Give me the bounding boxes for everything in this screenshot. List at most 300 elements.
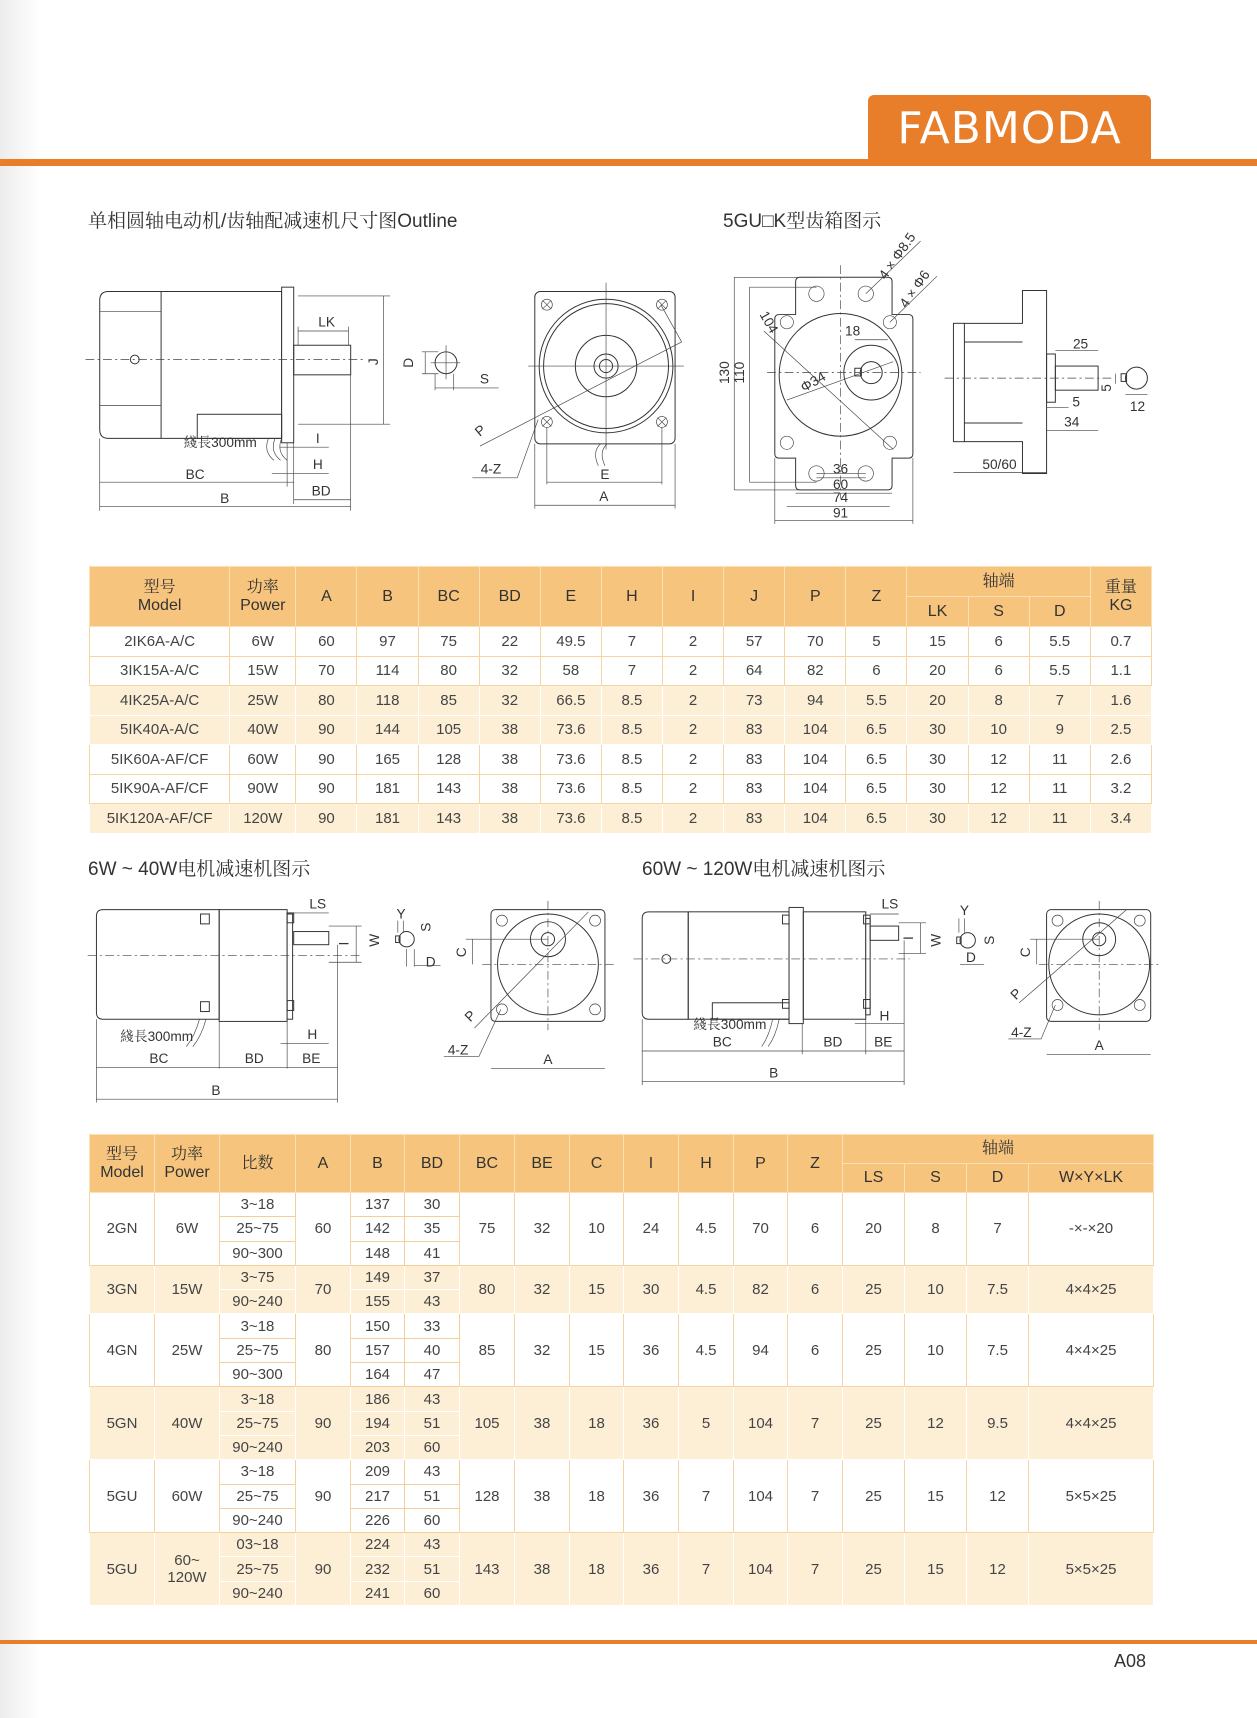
table-cell: 5.5 xyxy=(846,686,907,716)
d-cell: 12 xyxy=(967,1533,1029,1606)
be-cell: 32 xyxy=(515,1193,570,1266)
dim-bc-small: BC xyxy=(149,1051,169,1067)
ratio-cell: 3~18 xyxy=(220,1387,296,1411)
table-cell: 120W xyxy=(230,804,296,834)
dim-36: 36 xyxy=(832,461,849,477)
table-cell: 60W xyxy=(230,745,296,775)
table-cell: 73.6 xyxy=(540,745,601,775)
c-cell: 15 xyxy=(570,1314,624,1387)
dim-w-large: W xyxy=(928,933,944,947)
table-cell: 83 xyxy=(724,774,785,804)
dim-ls-small: LS xyxy=(309,896,327,912)
table-cell: 6 xyxy=(846,656,907,686)
dim-4z-small: 4-Z xyxy=(447,1042,469,1058)
table-cell: 40W xyxy=(230,715,296,745)
motor-spec-table xyxy=(89,566,1152,834)
label-holes-85: 4 × Φ8.5 xyxy=(875,230,919,283)
small-motor-front-view xyxy=(444,901,614,1069)
col-be: BE xyxy=(515,1135,570,1193)
z-cell: 7 xyxy=(788,1533,843,1606)
col-z: Z xyxy=(788,1135,843,1193)
bc-cell: 75 xyxy=(460,1193,515,1266)
a-cell: 70 xyxy=(296,1265,351,1314)
table-cell: 2 xyxy=(663,686,724,716)
table-cell: 25W xyxy=(230,686,296,716)
table-cell: 12 xyxy=(968,774,1029,804)
table-cell: 181 xyxy=(357,774,418,804)
c-cell: 18 xyxy=(570,1533,624,1606)
dim-i: I xyxy=(315,430,320,446)
table-cell: 2 xyxy=(663,715,724,745)
col-b: B xyxy=(351,1135,405,1193)
dim-4z: 4-Z xyxy=(480,461,502,477)
s-cell: 15 xyxy=(905,1533,967,1606)
model-cell: 4IK25A-A/C xyxy=(90,686,230,716)
bd-cell: 60 xyxy=(405,1508,460,1532)
b-cell: 149 xyxy=(351,1265,405,1289)
table-cell: 6.5 xyxy=(846,804,907,834)
table-cell: 1.6 xyxy=(1090,686,1151,716)
table-cell: 32 xyxy=(479,656,540,686)
table-cell: 2 xyxy=(663,774,724,804)
b-cell: 194 xyxy=(351,1411,405,1435)
h-cell: 4.5 xyxy=(679,1265,734,1314)
power-cell: 60~ 120W xyxy=(155,1533,220,1606)
b-cell: 186 xyxy=(351,1387,405,1411)
col-bd: BD xyxy=(479,567,540,627)
table-cell: 30 xyxy=(907,715,968,745)
dim-25: 25 xyxy=(1072,336,1089,352)
b-cell: 148 xyxy=(351,1241,405,1265)
dim-h-small: H xyxy=(307,1026,318,1042)
table-cell: 20 xyxy=(907,656,968,686)
dim-bd-large: BD xyxy=(823,1034,843,1050)
be-cell: 38 xyxy=(515,1533,570,1606)
p-cell: 82 xyxy=(734,1265,788,1314)
table-cell: 83 xyxy=(724,745,785,775)
s-cell: 12 xyxy=(905,1387,967,1460)
ratio-cell: 25~75 xyxy=(220,1217,296,1241)
ratio-cell: 25~75 xyxy=(220,1557,296,1581)
table-cell: 38 xyxy=(479,745,540,775)
ratio-cell: 03~18 xyxy=(220,1533,296,1557)
bd-cell: 51 xyxy=(405,1557,460,1581)
ls-cell: 25 xyxy=(843,1314,905,1387)
ratio-cell: 25~75 xyxy=(220,1411,296,1435)
ratio-cell: 25~75 xyxy=(220,1484,296,1508)
bd-cell: 51 xyxy=(405,1484,460,1508)
wylk-cell: 4×4×25 xyxy=(1029,1387,1154,1460)
footer-rule xyxy=(0,1640,1257,1644)
dim-b-large: B xyxy=(769,1065,779,1081)
z-cell: 6 xyxy=(788,1314,843,1387)
i-cell: 24 xyxy=(624,1193,679,1266)
table-cell: 5.5 xyxy=(1029,627,1090,657)
table-cell: 8.5 xyxy=(601,686,662,716)
b-cell: 203 xyxy=(351,1435,405,1459)
table-cell: 165 xyxy=(357,745,418,775)
be-cell: 38 xyxy=(515,1387,570,1460)
h-cell: 4.5 xyxy=(679,1314,734,1387)
table-cell: 20 xyxy=(907,686,968,716)
table-cell: 105 xyxy=(418,715,479,745)
b-cell: 155 xyxy=(351,1290,405,1314)
dim-bc-large: BC xyxy=(712,1034,732,1050)
s-cell: 15 xyxy=(905,1460,967,1533)
table-cell: 181 xyxy=(357,804,418,834)
brand-name: FABMODA xyxy=(897,102,1122,154)
lead-length-large: 綫長300mm xyxy=(693,1017,767,1033)
b-cell: 241 xyxy=(351,1581,405,1605)
bd-cell: 40 xyxy=(405,1338,460,1362)
s-cell: 10 xyxy=(905,1265,967,1314)
table-cell: 97 xyxy=(357,627,418,657)
table-cell: 73.6 xyxy=(540,804,601,834)
table-cell: 7 xyxy=(601,656,662,686)
gearmotor-spec-body xyxy=(90,1193,1154,1606)
ls-cell: 20 xyxy=(843,1193,905,1266)
table-cell: 80 xyxy=(418,656,479,686)
ratio-cell: 3~75 xyxy=(220,1265,296,1289)
z-cell: 7 xyxy=(788,1460,843,1533)
col-ratio: 比数 xyxy=(220,1135,296,1193)
d-cell: 12 xyxy=(967,1460,1029,1533)
table-cell: 6W xyxy=(230,627,296,657)
col-bc: BC xyxy=(418,567,479,627)
ratio-cell: 90~240 xyxy=(220,1508,296,1532)
dim-i-small: I xyxy=(336,941,352,946)
dim-lk: LK xyxy=(318,314,335,330)
table-row xyxy=(90,1387,1154,1411)
h-cell: 7 xyxy=(679,1533,734,1606)
p-cell: 104 xyxy=(734,1533,788,1606)
ratio-cell: 90~240 xyxy=(220,1581,296,1605)
table-row xyxy=(90,1314,1154,1338)
col-d: D xyxy=(967,1164,1029,1193)
table-cell: 9 xyxy=(1029,715,1090,745)
table-row xyxy=(90,686,1152,716)
p-cell: 70 xyxy=(734,1193,788,1266)
dim-y-large: Y xyxy=(959,903,969,919)
dim-50-60: 50/60 xyxy=(982,457,1017,473)
gearbox-front-view xyxy=(717,230,937,524)
h-cell: 4.5 xyxy=(679,1193,734,1266)
table-cell: 144 xyxy=(357,715,418,745)
model-cell: 2GN xyxy=(90,1193,155,1266)
dim-c-small: C xyxy=(453,947,469,958)
table-cell: 83 xyxy=(724,804,785,834)
a-cell: 90 xyxy=(296,1387,351,1460)
bd-cell: 41 xyxy=(405,1241,460,1265)
table-cell: 90 xyxy=(296,715,357,745)
p-cell: 104 xyxy=(734,1460,788,1533)
small-motor-shaft-end xyxy=(367,906,440,969)
dim-5-key: 5 xyxy=(1099,384,1115,392)
table-cell: 58 xyxy=(540,656,601,686)
dim-p: P xyxy=(472,421,489,440)
bc-cell: 85 xyxy=(460,1314,515,1387)
col-s: S xyxy=(968,597,1029,627)
table-row xyxy=(90,1533,1154,1557)
table-cell: 30 xyxy=(907,804,968,834)
col-model: 型号 Model xyxy=(90,1135,155,1193)
be-cell: 32 xyxy=(515,1265,570,1314)
wylk-cell: 4×4×25 xyxy=(1029,1265,1154,1314)
table-cell: 70 xyxy=(296,656,357,686)
table-row xyxy=(90,1460,1154,1484)
h-cell: 5 xyxy=(679,1387,734,1460)
ratio-cell: 25~75 xyxy=(220,1338,296,1362)
s-cell: 8 xyxy=(905,1193,967,1266)
table-cell: 8.5 xyxy=(601,745,662,775)
brand-logo xyxy=(868,95,1151,161)
bc-cell: 128 xyxy=(460,1460,515,1533)
dim-c-large: C xyxy=(1018,947,1034,958)
wylk-cell: 4×4×25 xyxy=(1029,1314,1154,1387)
dim-y-small: Y xyxy=(396,906,406,922)
z-cell: 6 xyxy=(788,1193,843,1266)
bd-cell: 47 xyxy=(405,1363,460,1387)
dim-91: 91 xyxy=(832,505,849,521)
outline-shaft-end xyxy=(401,345,498,390)
c-cell: 15 xyxy=(570,1265,624,1314)
ls-cell: 25 xyxy=(843,1387,905,1460)
dim-j: J xyxy=(366,358,382,366)
table-cell: 2 xyxy=(663,804,724,834)
dim-s-large: S xyxy=(981,935,997,945)
dim-60: 60 xyxy=(832,476,849,492)
table-cell: 66.5 xyxy=(540,686,601,716)
large-motor-side-view xyxy=(633,897,926,1085)
bc-cell: 143 xyxy=(460,1533,515,1606)
table-cell: 128 xyxy=(418,745,479,775)
table-row xyxy=(90,745,1152,775)
dim-bd: BD xyxy=(311,483,331,499)
p-cell: 104 xyxy=(734,1387,788,1460)
table-cell: 32 xyxy=(479,686,540,716)
i-cell: 36 xyxy=(624,1314,679,1387)
dim-a-large: A xyxy=(1094,1037,1104,1053)
col-i: I xyxy=(624,1135,679,1193)
table-cell: 2.5 xyxy=(1090,715,1151,745)
ratio-cell: 3~18 xyxy=(220,1314,296,1338)
p-cell: 94 xyxy=(734,1314,788,1387)
table-cell: 8.5 xyxy=(601,804,662,834)
bd-cell: 33 xyxy=(405,1314,460,1338)
wylk-cell: 5×5×25 xyxy=(1029,1460,1154,1533)
table-cell: 2.6 xyxy=(1090,745,1151,775)
ratio-cell: 90~300 xyxy=(220,1363,296,1387)
dim-ls-large: LS xyxy=(881,896,899,912)
table-cell: 12 xyxy=(968,804,1029,834)
table-cell: 30 xyxy=(907,774,968,804)
table-row xyxy=(90,804,1152,834)
table-cell: 114 xyxy=(357,656,418,686)
dim-34: 34 xyxy=(1064,414,1080,430)
ratio-cell: 3~18 xyxy=(220,1460,296,1484)
col-h: H xyxy=(601,567,662,627)
model-cell: 5GN xyxy=(90,1387,155,1460)
table-row xyxy=(90,715,1152,745)
gearbox-side-view xyxy=(945,290,1148,473)
dim-phi34: Φ34 xyxy=(798,368,829,395)
table-cell: 6.5 xyxy=(846,745,907,775)
ratio-cell: 90~300 xyxy=(220,1241,296,1265)
gearmotor-spec-table xyxy=(89,1134,1154,1606)
bd-cell: 37 xyxy=(405,1265,460,1289)
b-cell: 157 xyxy=(351,1338,405,1362)
power-cell: 6W xyxy=(155,1193,220,1266)
col-group-shaft: 轴端 xyxy=(843,1135,1154,1164)
s-cell: 10 xyxy=(905,1314,967,1387)
table-row xyxy=(90,1265,1154,1289)
c-cell: 18 xyxy=(570,1460,624,1533)
bd-cell: 43 xyxy=(405,1290,460,1314)
b-cell: 224 xyxy=(351,1533,405,1557)
table-cell: 3.2 xyxy=(1090,774,1151,804)
bd-cell: 30 xyxy=(405,1193,460,1217)
table-cell: 85 xyxy=(418,686,479,716)
table-cell: 2 xyxy=(663,627,724,657)
table-cell: 2 xyxy=(663,745,724,775)
b-cell: 226 xyxy=(351,1508,405,1532)
ratio-cell: 90~240 xyxy=(220,1435,296,1459)
wylk-cell: 5×5×25 xyxy=(1029,1533,1154,1606)
table-cell: 73 xyxy=(724,686,785,716)
label-holes-6: 4 × Φ6 xyxy=(896,267,933,311)
lead-length-small: 綫長300mm xyxy=(120,1029,194,1045)
large-motor-shaft-end xyxy=(928,903,997,965)
model-cell: 5GU xyxy=(90,1533,155,1606)
dim-be-large: BE xyxy=(874,1034,893,1050)
table-cell: 10 xyxy=(968,715,1029,745)
a-cell: 80 xyxy=(296,1314,351,1387)
model-cell: 5GU xyxy=(90,1460,155,1533)
dim-b-small: B xyxy=(211,1082,221,1098)
table-row xyxy=(90,1193,1154,1217)
ls-cell: 25 xyxy=(843,1460,905,1533)
outline-side-view xyxy=(85,287,390,511)
a-cell: 90 xyxy=(296,1460,351,1533)
dim-130: 130 xyxy=(716,361,732,385)
table-cell: 0.7 xyxy=(1090,627,1151,657)
wylk-cell: -×-×20 xyxy=(1029,1193,1154,1266)
dim-18: 18 xyxy=(844,323,861,339)
a-cell: 90 xyxy=(296,1533,351,1606)
b-cell: 137 xyxy=(351,1193,405,1217)
b-cell: 164 xyxy=(351,1363,405,1387)
lead-length: 綫長300mm xyxy=(183,435,257,451)
dim-s: S xyxy=(479,371,489,387)
table-cell: 7 xyxy=(601,627,662,657)
table-cell: 8.5 xyxy=(601,774,662,804)
table-cell: 8.5 xyxy=(601,715,662,745)
outline-title: 单相圆轴电动机/齿轴配减速机尺寸图Outline xyxy=(88,211,458,232)
col-c: C xyxy=(570,1135,624,1193)
dim-bc: BC xyxy=(185,466,205,482)
i-cell: 36 xyxy=(624,1460,679,1533)
dim-d-large: D xyxy=(966,950,976,966)
bd-cell: 35 xyxy=(405,1217,460,1241)
i-cell: 36 xyxy=(624,1387,679,1460)
table-cell: 15W xyxy=(230,656,296,686)
model-cell: 3GN xyxy=(90,1265,155,1314)
table-cell: 3.4 xyxy=(1090,804,1151,834)
table-cell: 80 xyxy=(296,686,357,716)
dim-a: A xyxy=(599,488,609,504)
be-cell: 38 xyxy=(515,1460,570,1533)
bc-cell: 80 xyxy=(460,1265,515,1314)
page-number: A08 xyxy=(1114,1651,1147,1671)
dim-h-large: H xyxy=(879,1008,890,1024)
col-power: 功率 Power xyxy=(155,1135,220,1193)
table-cell: 104 xyxy=(785,715,846,745)
bc-cell: 105 xyxy=(460,1387,515,1460)
col-s: S xyxy=(905,1164,967,1193)
dim-d-small: D xyxy=(425,954,436,970)
table-cell: 22 xyxy=(479,627,540,657)
model-cell: 5IK40A-A/C xyxy=(90,715,230,745)
z-cell: 7 xyxy=(788,1387,843,1460)
table-cell: 90 xyxy=(296,774,357,804)
c-cell: 10 xyxy=(570,1193,624,1266)
ratio-cell: 90~240 xyxy=(220,1290,296,1314)
col-p: P xyxy=(785,567,846,627)
bd-cell: 43 xyxy=(405,1460,460,1484)
table-cell: 60 xyxy=(296,627,357,657)
table-cell: 104 xyxy=(785,774,846,804)
d-cell: 7.5 xyxy=(967,1314,1029,1387)
d-cell: 9.5 xyxy=(967,1387,1029,1460)
model-cell: 4GN xyxy=(90,1314,155,1387)
bd-cell: 43 xyxy=(405,1387,460,1411)
col-a: A xyxy=(296,567,357,627)
col-b: B xyxy=(357,567,418,627)
table-cell: 6.5 xyxy=(846,715,907,745)
dim-bd-small: BD xyxy=(244,1051,264,1067)
table-cell: 15 xyxy=(907,627,968,657)
table-cell: 11 xyxy=(1029,745,1090,775)
motor-spec-body xyxy=(90,627,1152,834)
dim-12: 12 xyxy=(1129,398,1146,414)
b-cell: 217 xyxy=(351,1484,405,1508)
dim-be-small: BE xyxy=(302,1051,321,1067)
col-power: 功率 Power xyxy=(230,567,296,627)
small-motor-title: 6W ~ 40W电机减速机图示 xyxy=(88,859,311,880)
model-cell: 5IK120A-AF/CF xyxy=(90,804,230,834)
power-cell: 60W xyxy=(155,1460,220,1533)
h-cell: 7 xyxy=(679,1460,734,1533)
dim-s-small: S xyxy=(418,922,434,932)
z-cell: 6 xyxy=(788,1265,843,1314)
dim-e: E xyxy=(600,466,610,482)
table-cell: 90W xyxy=(230,774,296,804)
dim-104: 104 xyxy=(756,308,782,336)
table-cell: 104 xyxy=(785,804,846,834)
dim-a-small: A xyxy=(543,1052,553,1068)
col-d: D xyxy=(1029,597,1090,627)
bd-cell: 43 xyxy=(405,1533,460,1557)
table-cell: 5.5 xyxy=(1029,656,1090,686)
table-cell: 6 xyxy=(968,627,1029,657)
dim-4z-large: 4-Z xyxy=(1011,1024,1032,1040)
model-cell: 5IK60A-AF/CF xyxy=(90,745,230,775)
table-cell: 11 xyxy=(1029,804,1090,834)
bd-cell: 51 xyxy=(405,1411,460,1435)
table-cell: 64 xyxy=(724,656,785,686)
col-a: A xyxy=(296,1135,351,1193)
table-cell: 5 xyxy=(846,627,907,657)
